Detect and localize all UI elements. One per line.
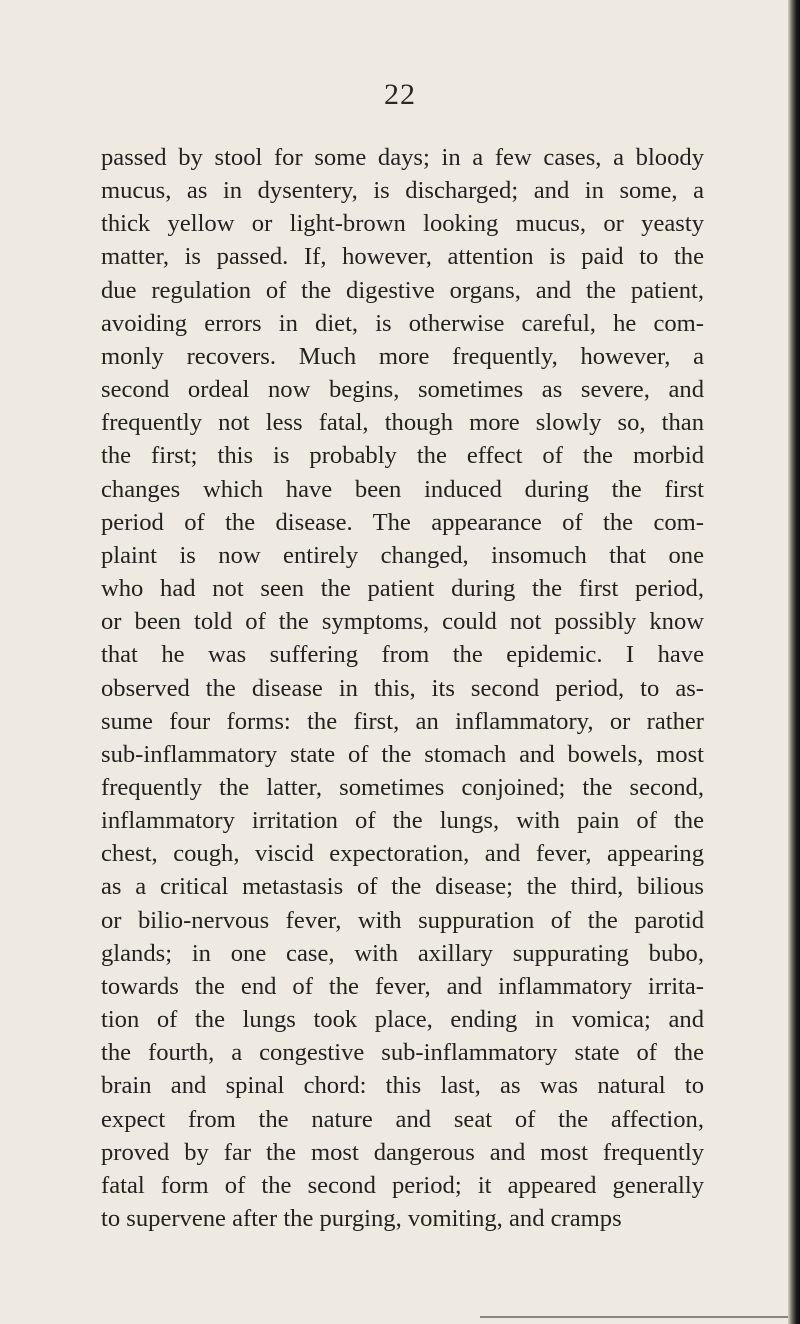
text-line: the first; this is probably the effect of the morbid <box>101 442 704 470</box>
text-line: plaint is now entirely changed, insomuch that one <box>101 541 704 569</box>
text-line: expect from the nature and seat of the affection, <box>101 1105 704 1133</box>
text-line: who had not seen the patient during the first period, <box>101 575 704 603</box>
text-line: proved by far the most dangerous and most frequently <box>101 1138 704 1166</box>
text-line: as a critical metastasis of the disease; the third, bilious <box>101 873 704 901</box>
body-text <box>101 141 704 1235</box>
page-number: 22 <box>384 78 416 111</box>
page-gutter-shadow <box>788 0 800 1324</box>
text-line: brain and spinal chord: this last, as was natural to <box>101 1072 704 1100</box>
text-line: thick yellow or light-brown looking mucus, or yeasty <box>101 210 704 238</box>
text-line: second ordeal now begins, sometimes as severe, and <box>101 376 704 404</box>
text-line: chest, cough, viscid expectoration, and fever, appearing <box>101 840 704 868</box>
text-line: matter, is passed. If, however, attention is paid to the <box>101 243 704 271</box>
text-line: frequently not less fatal, though more slowly so, than <box>101 409 704 437</box>
text-line: that he was suffering from the epidemic. I have <box>101 641 704 669</box>
bottom-edge-shadow <box>480 1316 790 1318</box>
text-line: due regulation of the digestive organs, and the patient, <box>101 276 704 304</box>
text-line: to supervene after the purging, vomiting, and cramps <box>101 1205 622 1232</box>
text-line: glands; in one case, with axillary suppurating bubo, <box>101 939 704 967</box>
text-line: passed by stool for some days; in a few cases, a bloody <box>101 144 704 171</box>
text-line: frequently the latter, sometimes conjoined; the second, <box>101 773 704 801</box>
text-line: or bilio-nervous fever, with suppuration of the parotid <box>101 906 704 934</box>
text-line: changes which have been induced during the first <box>101 475 704 503</box>
text-line: mucus, as in dysentery, is discharged; and in some, a <box>101 177 704 205</box>
text-line: tion of the lungs took place, ending in vomica; and <box>101 1006 704 1034</box>
text-line: observed the disease in this, its second period, to as- <box>101 674 704 702</box>
text-line: monly recovers. Much more frequently, however, a <box>101 342 704 370</box>
text-line: sub-inflammatory state of the stomach and bowels, most <box>101 740 704 768</box>
text-line: fatal form of the second period; it appeared generally <box>101 1171 704 1199</box>
text-line: sume four forms: the first, an inflammatory, or rather <box>101 707 704 735</box>
text-line: avoiding errors in diet, is otherwise careful, he com- <box>101 309 704 337</box>
text-line: towards the end of the fever, and inflammatory irrita- <box>101 972 704 1000</box>
text-line: period of the disease. The appearance of the com- <box>101 508 704 536</box>
text-line: or been told of the symptoms, could not possibly know <box>101 608 704 636</box>
text-line: inflammatory irritation of the lungs, with pain of the <box>101 807 704 835</box>
text-line: the fourth, a congestive sub-inflammatory state of the <box>101 1039 704 1067</box>
